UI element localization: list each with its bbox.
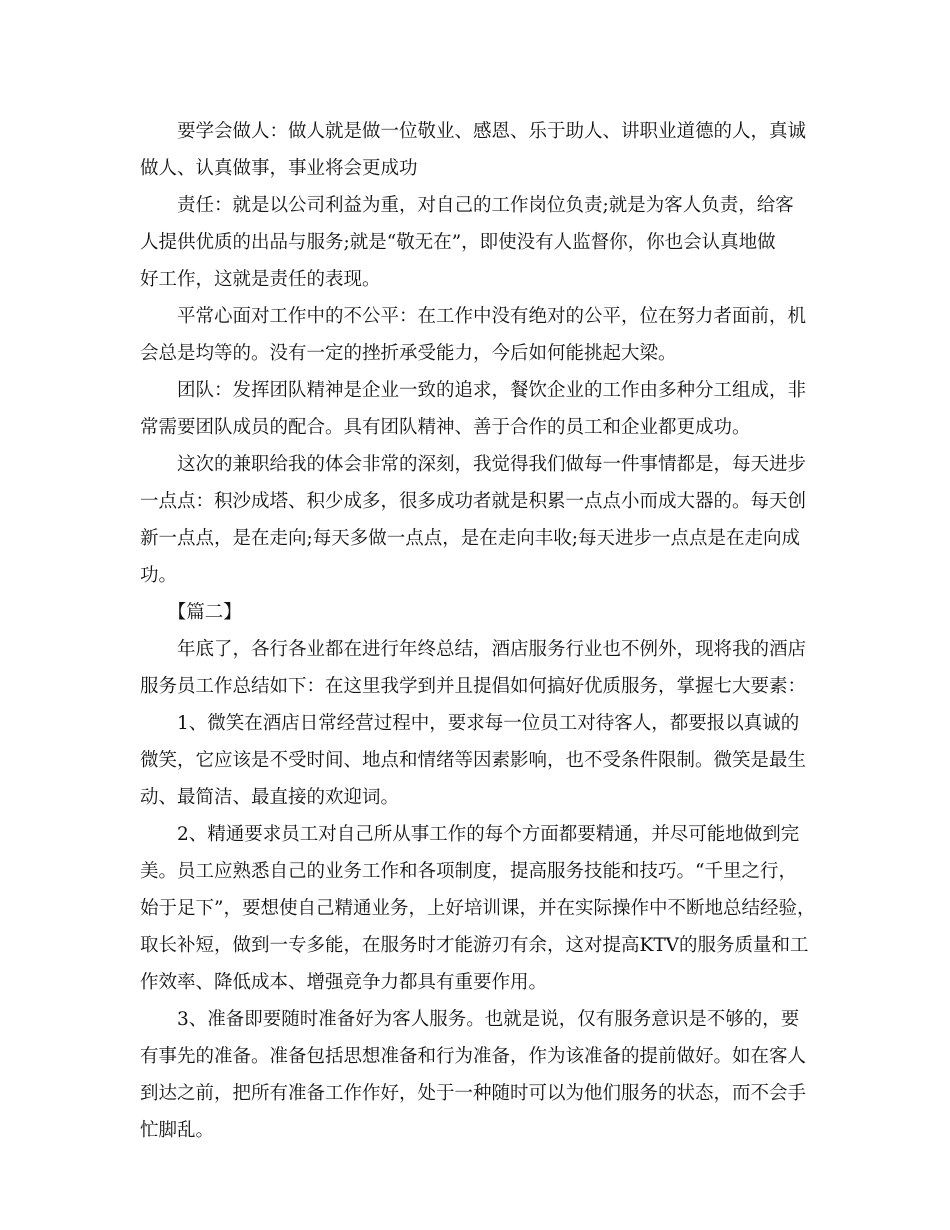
- text-line: 团队：发挥团队精神是企业一致的追求，餐饮企业的工作由多种分工组成，非: [140, 380, 807, 401]
- text-line: 作效率、降低成本、增强竞争力都具有重要作用。: [140, 972, 548, 993]
- text-line: 3、准备即要随时准备好为客人服务。也就是说，仅有服务意识是不够的，要: [140, 1009, 800, 1030]
- section-heading: 【篇二】: [140, 602, 242, 623]
- text-line: 一点点：积沙成塔、积少成多，很多成功者就是积累一点点小而成大器的。每天创: [140, 491, 807, 512]
- text-line: 取长补短，做到一专多能，在服务时才能游刃有余，这对提高KTV的服务质量和工: [140, 935, 809, 956]
- text-line: 新一点点，是在走向;每天多做一点点，是在走向丰收;每天进步一点点是在走向成: [140, 528, 800, 549]
- text-line: 到达之前，把所有准备工作作好，处于一种随时可以为他们服务的状态，而不会手: [140, 1083, 807, 1104]
- text-line: 忙脚乱。: [140, 1120, 215, 1141]
- text-line: 会总是均等的。没有一定的挫折承受能力，今后如何能挑起大梁。: [140, 343, 677, 364]
- text-line: 2、精通要求员工对自己所从事工作的每个方面都要精通，并尽可能地做到完: [140, 824, 800, 845]
- text-line: 人提供优质的出品与服务;就是“敬无在”，即使没有人监督你，你也会认真地做: [140, 232, 776, 253]
- text-line: 始于足下”，要想使自己精通业务，上好培训课，并在实际操作中不断地总结经验，: [140, 898, 816, 919]
- text-line: 微笑，它应该是不受时间、地点和情绪等因素影响，也不受条件限制。微笑是最生: [140, 750, 807, 771]
- text-line: 这次的兼职给我的体会非常的深刻，我觉得我们做每一件事情都是，每天进步: [140, 454, 807, 475]
- document-body: [140, 113, 830, 1149]
- text-line: 常需要团队成员的配合。具有团队精神、善于合作的员工和企业都更成功。: [140, 417, 751, 438]
- text-line: 责任：就是以公司利益为重，对自己的工作岗位负责;就是为客人负责，给客: [140, 195, 794, 216]
- text-line: 有事先的准备。准备包括思想准备和行为准备，作为该准备的提前做好。如在客人: [140, 1046, 807, 1067]
- text-line: 1、微笑在酒店日常经营过程中，要求每一位员工对待客人，都要报以真诚的: [140, 713, 800, 734]
- text-line: 动、最简洁、最直接的欢迎词。: [140, 787, 400, 808]
- text-line: 美。员工应熟悉自己的业务工作和各项制度，提高服务技能和技巧。“千里之行，: [140, 861, 797, 882]
- text-line: 服务员工作总结如下：在这里我学到并且提倡如何搞好优质服务，掌握七大要素：: [140, 676, 807, 697]
- text-line: 要学会做人：做人就是做一位敬业、感恩、乐于助人、讲职业道德的人，真诚: [140, 121, 807, 142]
- text-line: 做人、认真做事，事业将会更成功: [140, 158, 418, 179]
- text-line: 平常心面对工作中的不公平：在工作中没有绝对的公平，位在努力者面前，机: [140, 306, 807, 327]
- text-line: 年底了，各行各业都在进行年终总结，酒店服务行业也不例外，现将我的酒店: [140, 639, 807, 660]
- text-line: 好工作，这就是责任的表现。: [140, 269, 381, 290]
- text-line: 功。: [140, 565, 178, 586]
